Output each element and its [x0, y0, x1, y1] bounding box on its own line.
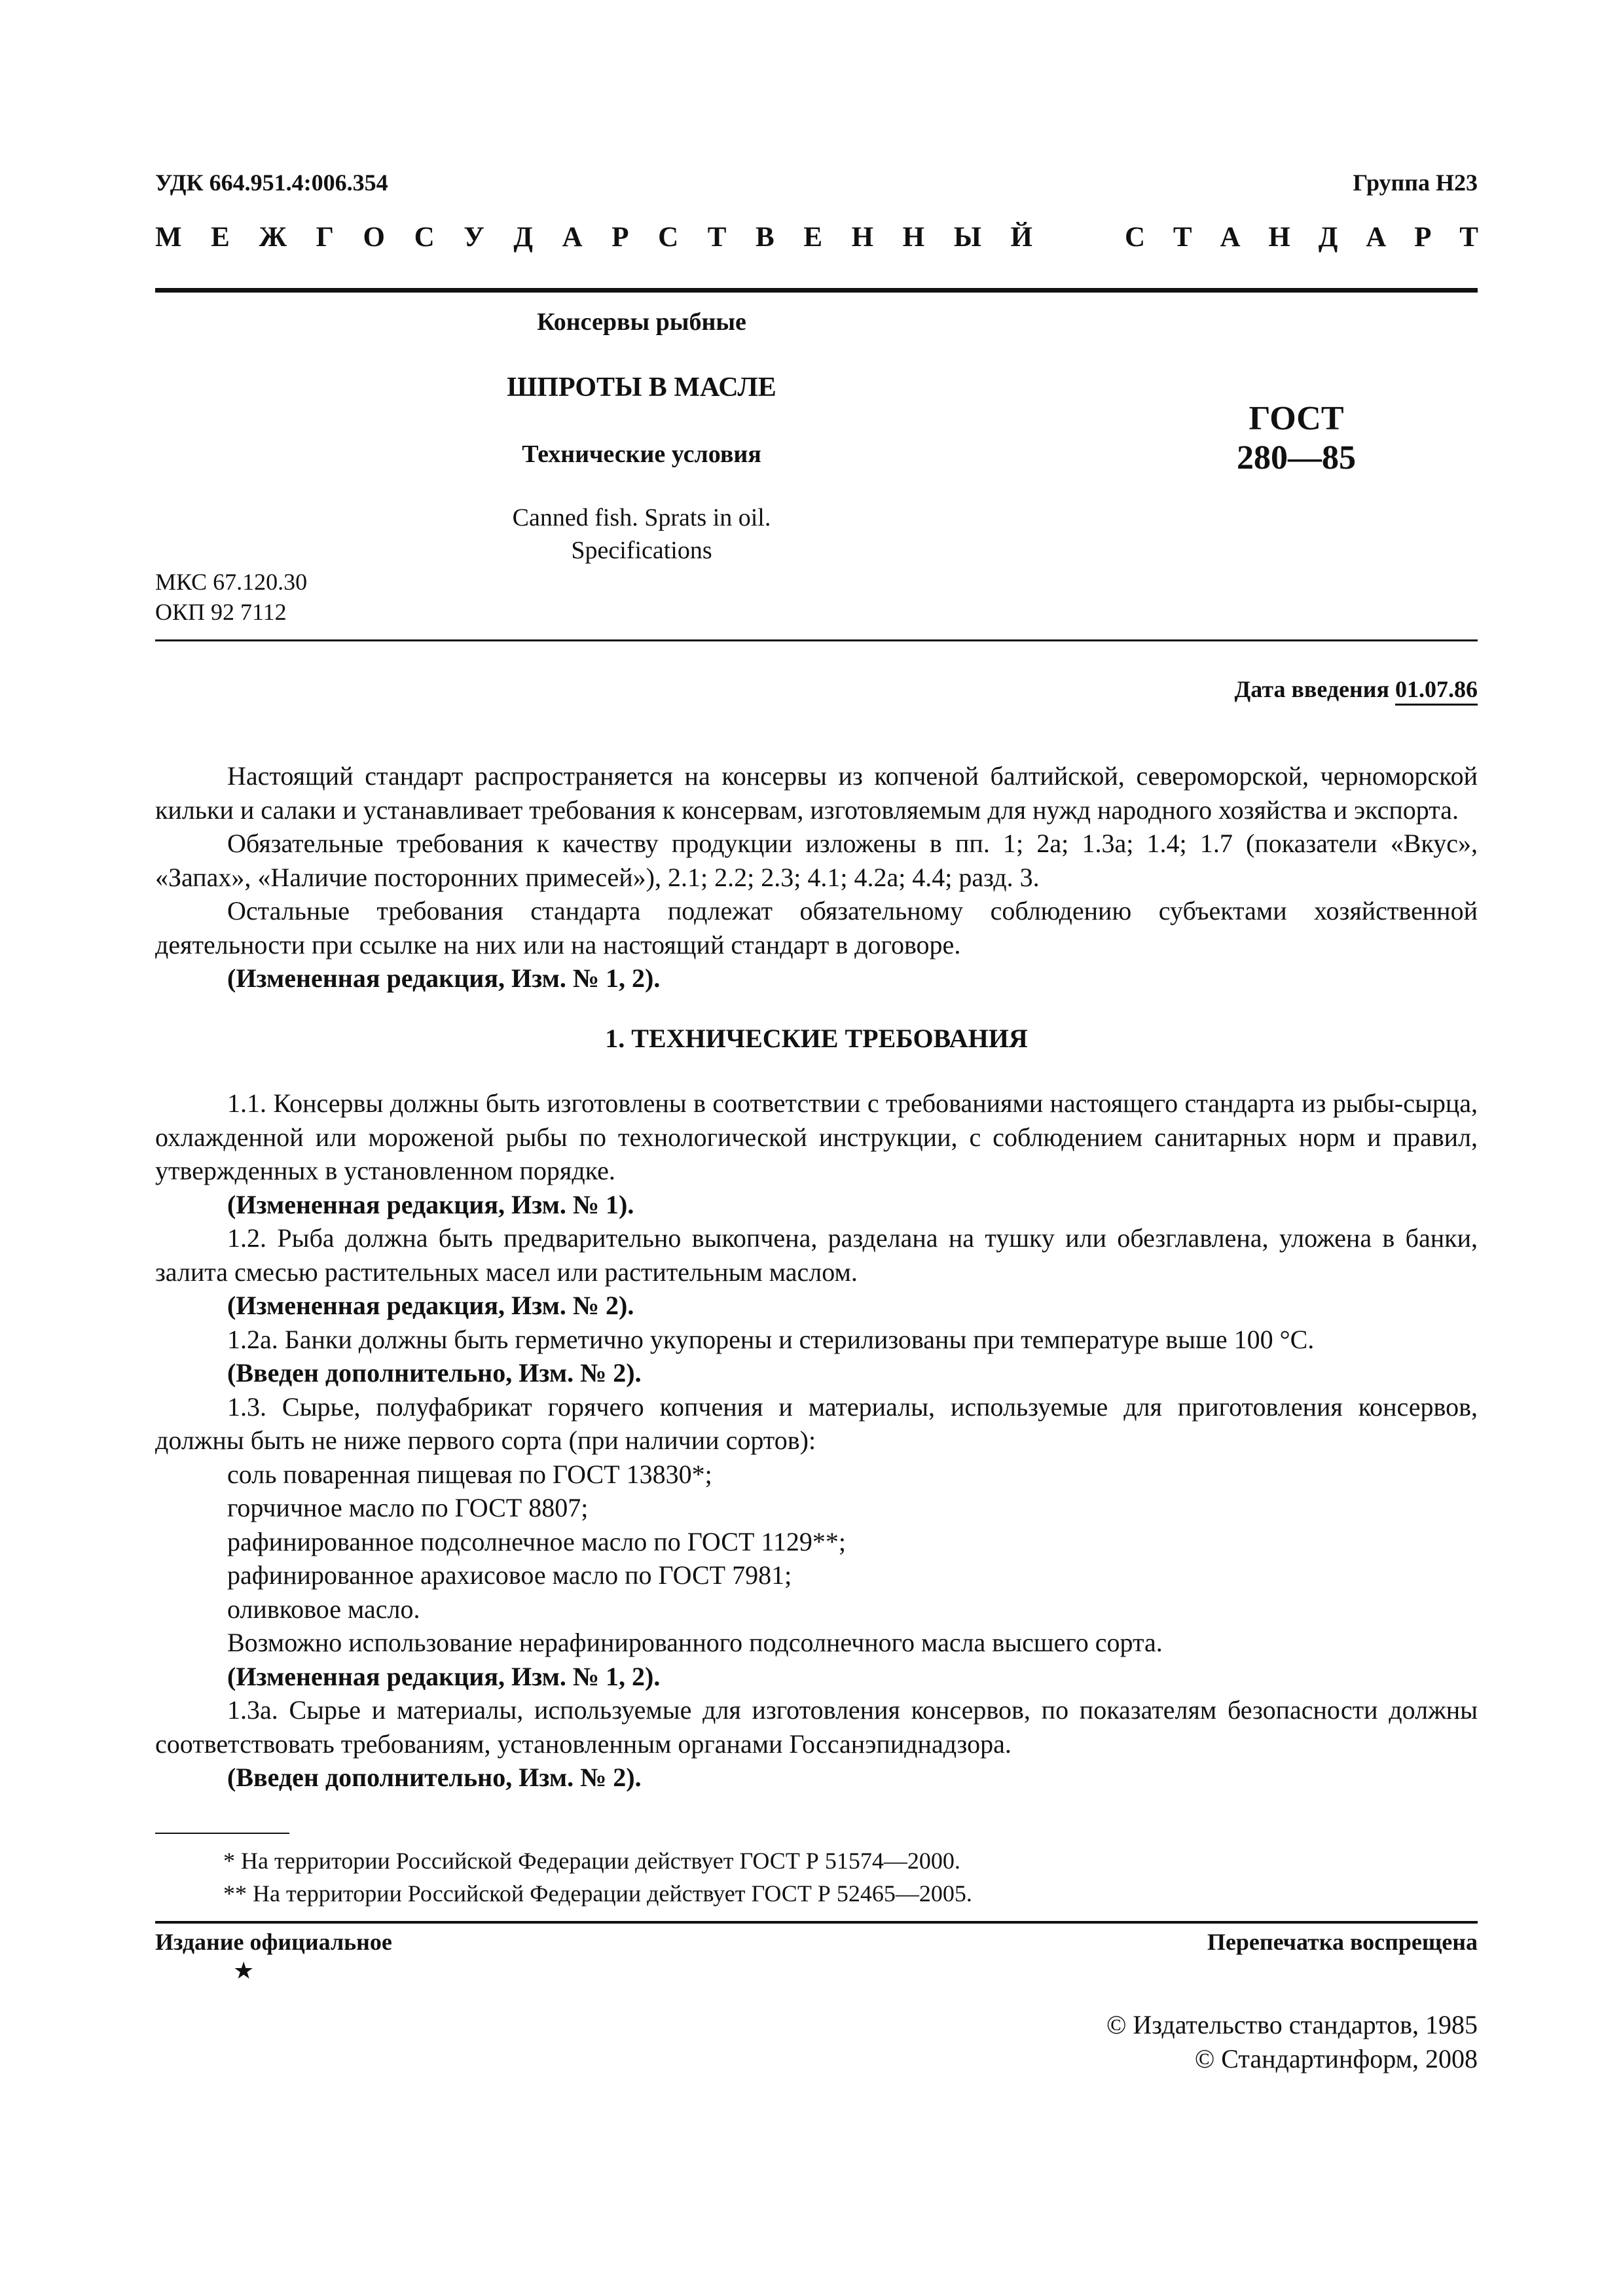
list-item: рафинированное подсолнечное масло по ГОСТ 1129**; — [227, 1526, 846, 1556]
intro-paragraph: Обязательные требования к качеству продукции изложены в пп. 1; 2а; 1.3а; 1.4; 1.7 (показатели «Вкус», «Запах», «Наличие посторонних примесей»), 2.1; 2.2; 2.3; 4.1; 4.2а; 4.4; разд. 3. — [155, 829, 1478, 892]
top-rule — [155, 288, 1478, 293]
intro-date-label: Дата введения — [1234, 676, 1389, 702]
clause-1-2: 1.2. Рыба должна быть предварительно выкопчена, разделана на тушку или обезглавлена, уложена в банки, залита смесью растительных масел или растительным маслом. — [155, 1223, 1478, 1287]
intro-date-value: 01.07.86 — [1395, 676, 1478, 706]
star-icon: ★ — [233, 1958, 255, 1984]
doc-category: Консервы рыбные — [537, 308, 746, 336]
standard-heading: С Т А Н Д А Р Т — [1125, 222, 1478, 253]
gost-label: ГОСТ — [1249, 400, 1344, 437]
clause-1-2a: 1.2а. Банки должны быть герметично укупорены и стерилизованы при температуре выше 100 °С. — [227, 1324, 1315, 1354]
english-title-line2: Specifications — [571, 537, 712, 564]
classification-codes — [155, 567, 307, 627]
list-item: оливковое масло. — [227, 1594, 420, 1624]
footnotes — [155, 1844, 1478, 1910]
list-item: соль поваренная пищевая по ГОСТ 13830*; — [227, 1459, 712, 1489]
section-heading: 1. ТЕХНИЧЕСКИЕ ТРЕБОВАНИЯ — [605, 1023, 1028, 1053]
clause-1-1: 1.1. Консервы должны быть изготовлены в соответствии с требованиями настоящего стандарта из рыбы-сырца, охлажденной или мороженой рыбы по технологической инструкции, с соблюдением санитарных норм и правил, утвержденных в установленном порядке. — [155, 1088, 1478, 1185]
english-title-line1: Canned fish. Sprats in oil. — [512, 504, 771, 531]
amendment-note: (Введен дополнительно, Изм. № 2). — [227, 1763, 642, 1792]
body-text — [155, 759, 1478, 1795]
amendment-note: (Измененная редакция, Изм. № 1, 2). — [227, 1661, 661, 1691]
amendment-note: (Введен дополнительно, Изм. № 2). — [227, 1358, 642, 1388]
reprint-prohibited: Перепечатка воспрещена — [1207, 1929, 1478, 1955]
clause-1-3a: 1.3а. Сырье и материалы, используемые для изготовления консервов, по показателям безопасности должны соответствовать требованиям, установленным органами Госсанэпиднадзора. — [155, 1695, 1478, 1759]
intro-paragraph: Остальные требования стандарта подлежат обязательному соблюдению субъектами хозяйственной деятельности при ссылке на них или на настоящий стандарт в договоре. — [155, 896, 1478, 960]
amendment-note: (Измененная редакция, Изм. № 1). — [227, 1189, 634, 1219]
footer-rule — [155, 1921, 1478, 1924]
english-title — [327, 501, 956, 567]
copyright-line: © Издательство стандартов, 1985 — [1106, 2010, 1478, 2039]
footnote: ** На территории Российской Федерации действует ГОСТ Р 52465—2005. — [223, 1880, 972, 1907]
list-item: горчичное масло по ГОСТ 8807; — [227, 1493, 589, 1522]
intro-paragraph: Настоящий стандарт распространяется на консервы из копченой балтийской, североморской, черноморской кильки и салаки и устанавливает требования к консервам, изготовляемым для нужд народного хозяйства и экспорта. — [155, 761, 1478, 825]
official-edition: Издание официальное — [155, 1929, 392, 1955]
footnote-separator — [155, 1833, 289, 1834]
doc-subtitle: Технические условия — [522, 440, 761, 468]
okp-code: ОКП 92 7112 — [155, 599, 287, 625]
gost-number: 280—85 — [1237, 439, 1356, 476]
clause-1-3-extra: Возможно использование нерафинированного подсолнечного масла высшего сорта. — [227, 1628, 1163, 1657]
gost-designation — [1165, 399, 1427, 478]
intro-date — [1235, 675, 1478, 703]
doc-title: ШПРОТЫ В МАСЛЕ — [507, 372, 776, 403]
list-item: рафинированное арахисовое масло по ГОСТ 7981; — [227, 1560, 792, 1590]
group-code: Группа Н23 — [1353, 170, 1478, 196]
clause-1-3: 1.3. Сырье, полуфабрикат горячего копчения и материалы, используемые для приготовления консервов, должны быть не ниже первого сорта (при наличии сортов): — [155, 1391, 1478, 1455]
interstate-heading: М Е Ж Г О С У Д А Р С Т В Е Н Н Ы Й — [155, 222, 1032, 253]
udk-code: УДК 664.951.4:006.354 — [155, 170, 388, 196]
copyright — [1106, 2008, 1478, 2076]
footnote: * На территории Российской Федерации действует ГОСТ Р 51574—2000. — [223, 1848, 960, 1874]
mks-code: МКС 67.120.30 — [155, 569, 308, 595]
amendment-note: (Измененная редакция, Изм. № 1, 2). — [227, 963, 661, 993]
middle-rule — [155, 639, 1478, 641]
copyright-line: © Стандартинформ, 2008 — [1194, 2044, 1478, 2073]
amendment-note: (Измененная редакция, Изм. № 2). — [227, 1291, 634, 1320]
